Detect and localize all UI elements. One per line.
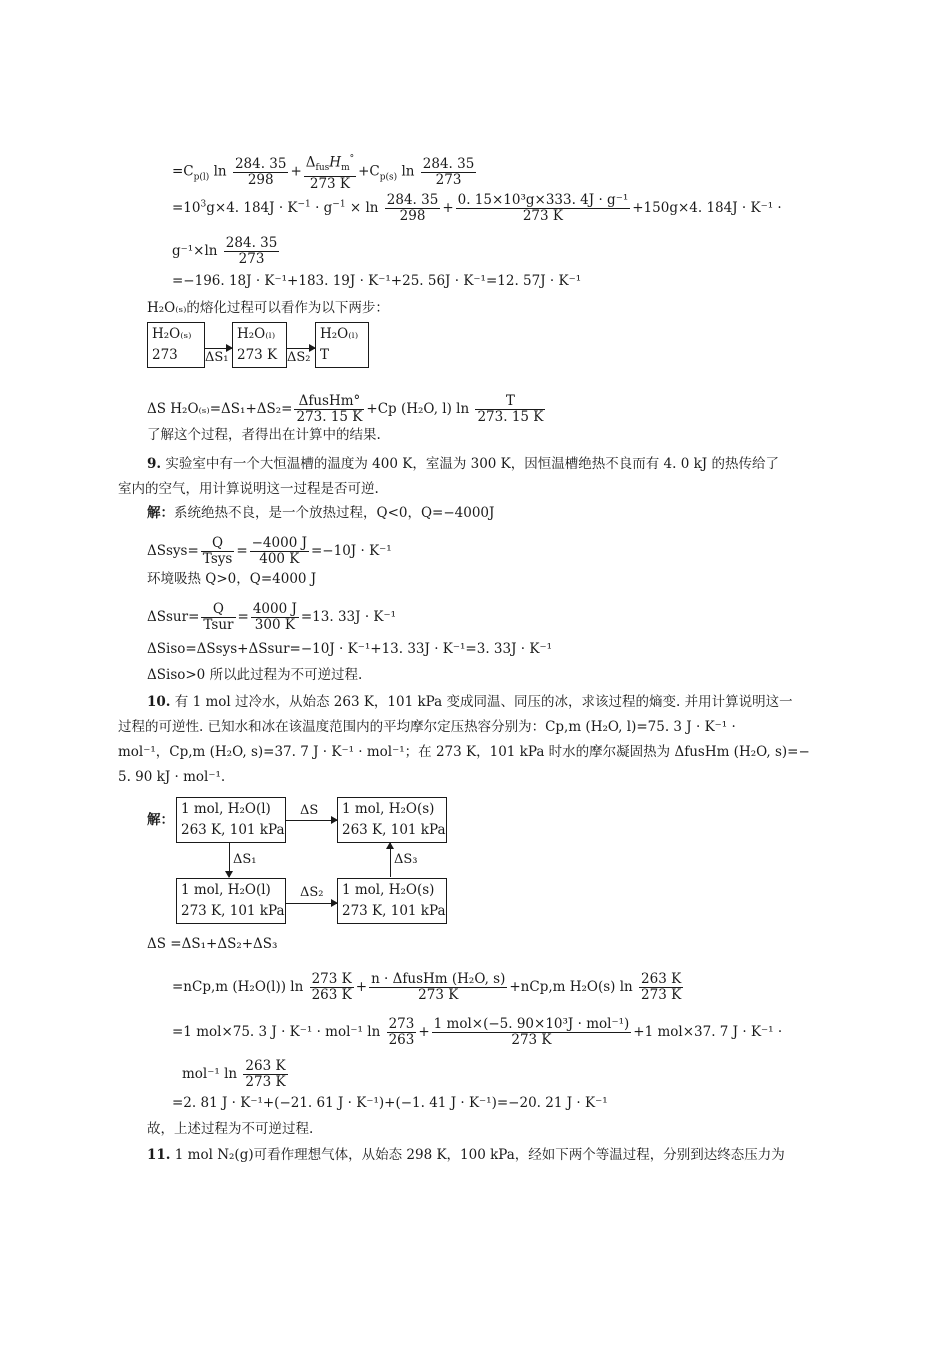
arrow-label: ΔS₂ [287,350,311,365]
fraction-numerator: 284. 35 [422,155,475,172]
fraction [294,394,364,425]
equation-line-1: $=C_{p(l)}$ ln $\frac{284. 35}{298}$ + $\frac{\Delta_{fus}H_m^\circ}{273 K}$ $+C_{p(s)}$ ln $\frac{284. 35}{273}$ [172,154,475,193]
fraction [304,152,356,192]
eq-text: g⁻¹×ln [172,243,222,259]
fraction-numerator: 273 K [311,971,352,987]
eq-text: =10 [172,200,201,216]
eq-text: g×4. 184J · K [206,200,298,216]
eq-text: =1 mol×75. 3 J · K⁻¹ · mol⁻¹ ln [172,1024,385,1040]
eq-sub: p(s) [379,172,398,183]
fraction [250,536,309,567]
fraction-denominator: 400 K [259,551,300,567]
eq-text: ΔSsur= [147,609,200,625]
eq-text: =C [172,163,194,180]
equation-line: ΔSsys= $\frac{Q}{\text{Tsys}}$ = $\frac{-4000 J}{400 K}$ =−10J · K⁻¹ [147,535,392,567]
equation-line: ΔSiso=ΔSsys+ΔSsur=−10J · K⁻¹+13. 33J · K⁻¹=3. 33J · K⁻¹ [147,641,552,657]
fraction-denominator: 273. 15 K [296,409,363,425]
eq-text: +Cp (H₂O, l) ln [366,401,474,417]
question-9 [147,455,779,473]
state-condition: 273 [152,347,178,363]
equation-line: =2. 81 J · K⁻¹+(−21. 61 J · K⁻¹)+(−1. 41 J · K⁻¹)=−20. 21 J · K⁻¹ [172,1095,608,1111]
eq-text: H [329,154,342,171]
arrow [286,820,337,821]
equation-line [182,1059,290,1090]
eq-text: =nCp,m (H₂O(l)) ln [172,979,308,995]
fraction [201,536,235,567]
arrow [287,348,315,349]
arrow [205,348,232,349]
fraction-denominator: 273 K [522,208,563,224]
state-label: H₂O₍ₗ₎ [320,326,359,342]
fraction [251,602,299,633]
state-box [147,322,205,368]
question-10 [147,693,793,711]
fraction-numerator: T [475,394,545,410]
arrow-label: ΔS₁ [205,350,229,365]
fraction [639,972,683,1003]
fraction [421,157,477,188]
question-text: 有 1 mol 过冷水，从始态 263 K，101 kPa 变成同温、同压的冰，求该过程的熵变. 并用计算说明这一 [170,694,793,710]
eq-text: mol⁻¹ ln [182,1066,242,1082]
fraction [387,1017,417,1048]
text-line: ΔSiso>0 所以此过程为不可逆过程. [147,667,363,683]
text-line: 故，上述过程为不可逆过程. [147,1121,314,1137]
equation-line-6 [147,394,547,425]
eq-text: Δ [305,154,316,171]
fraction-denominator: 273 [435,171,462,188]
eq-sub: p(l) [193,172,210,183]
eq-text: +150g×4. 184J · K⁻¹ · [632,200,782,216]
fraction-numerator [304,152,356,177]
equation-line: ΔS =ΔS₁+ΔS₂+ΔS₃ [147,936,278,952]
eq-text: +C [358,163,380,180]
text-line: 了解这个过程，者得出在计算中的结果. [147,427,381,443]
equation-line: =nCp,m (H₂O(l)) ln $\frac{273 K}{263 K}$ + $\frac{\text{n · ΔfusHm (H₂O, s)}}{273 K}$ +nCp,m H₂O(s) ln $\frac{263 K}{273 K}$ [172,971,682,1003]
equation-line-4: =−196. 18J · K⁻¹+183. 19J · K⁻¹+25. 56J · K⁻¹=12. 57J · K⁻¹ [172,273,582,289]
fraction-denominator: 300 K [254,617,295,633]
state-condition: 273 K, 101 kPa [342,903,446,919]
fraction [456,193,631,224]
state-condition: 263 K, 101 kPa [342,822,446,838]
fraction-numerator: Q [201,536,235,552]
question-number: 11. [147,1147,171,1163]
eq-text: ln [209,163,231,180]
text-line: H₂O₍ₛ₎的熔化过程可以看作为以下两步： [147,300,389,316]
eq-text: =13. 33J · K⁻¹ [300,609,397,625]
eq-text: +nCp,m H₂O(s) ln [509,979,638,995]
state-condition: T [320,347,330,363]
eq-sub: m [341,163,350,174]
solution-text: 系统绝热不良，是一个放热过程，Q<0，Q=−4000J [174,505,495,521]
arrow-label: ΔS [300,803,319,818]
question-10-cont: mol⁻¹，Cp,m (H₂O, s)=37. 7 J · K⁻¹ · mol⁻¹；在 273 K，101 kPa 时水的摩尔凝固热为 ΔfusHm (H₂O, s)=− [118,744,810,760]
fraction [475,394,545,425]
fraction-denominator: Tsys [202,551,233,567]
eq-sup: −1 [297,199,311,210]
fraction-numerator: ΔfusHm° [294,394,364,410]
question-9-cont: 室内的空气，用计算说明这一过程是否可逆. [118,481,379,497]
fraction-numerator: n · ΔfusHm (H₂O, s) [371,971,506,987]
state-box-final [337,797,447,843]
arrow-label: ΔS₂ [300,885,324,900]
fraction-numerator: 4000 J [252,601,297,617]
fraction-denominator: 273 K [511,1032,552,1048]
fraction-numerator: 263 K [245,1058,286,1074]
state-box-initial [176,797,286,843]
eq-text: · g [310,200,333,216]
equation-line-2: $=10^3g\times 4$. $184J \cdot K^{-1} \cdot g^{-1} \times \ln$ $\frac{284. 35}{298}$ + $\frac{\text{0. 15×10³g×333. 4J · g⁻¹}}{273 K}$ +150g×4. 184J · K⁻¹ · [172,192,782,224]
state-condition: 273 K, 101 kPa [181,903,285,919]
fraction-denominator: 298 [247,171,274,188]
eq-text: ΔS H₂O₍ₛ₎=ΔS₁+ΔS₂= [147,401,293,417]
equation-line: =1 mol×75. 3 J · K⁻¹ · mol⁻¹ ln $\frac{273}{263}$ + $\frac{\text{1 mol×(−5. 90×10³J · mol⁻¹)}}{273 K}$ +1 mol×37. 7 J · K⁻¹ · [172,1016,783,1048]
state-box [176,878,286,924]
fraction-denominator: 273 K [641,987,682,1003]
eq-sup: ° [349,154,355,164]
eq-text: +1 mol×37. 7 J · K⁻¹ · [633,1024,783,1040]
state-box [315,322,369,368]
question-10-cont: 过程的可逆性. 已知水和冰在该温度范围内的平均摩尔定压热容分别为：Cp,m (H₂O, l)=75. 3 J · K⁻¹ · [118,719,736,735]
fraction [201,602,235,633]
state-label: 1 mol, H₂O(s) [342,882,435,898]
fraction-numerator: Q [201,602,235,618]
fraction-numerator: 263 K [641,971,682,987]
question-11 [147,1146,785,1164]
fraction-denominator: 273 K [245,1074,286,1090]
fraction-denominator: 273 [238,251,265,267]
solution-label: 解： [147,505,174,521]
fraction-denominator: 273. 15 K [477,409,544,425]
arrow [229,843,230,877]
state-condition: 273 K [237,347,278,363]
solution-line [147,504,494,522]
arrow-label: ΔS₃ [394,852,418,867]
question-number: 10. [147,694,171,710]
arrow-label: ΔS₁ [233,852,257,867]
fraction-numerator: 0. 15×10³g×333. 4J · g⁻¹ [457,192,629,208]
eq-sup: 3 [200,199,207,210]
question-text: 1 mol N₂(g)可看作理想气体，从始态 298 K，100 kPa，经如下两个等温过程，分别到达终态压力为 [170,1147,785,1163]
fraction-numerator: 1 mol×(−5. 90×10³J · mol⁻¹) [433,1016,630,1032]
equation-line: ΔSsur= $\frac{Q}{\text{Tsur}}$ = $\frac{4000 J}{300 K}$ =13. 33J · K⁻¹ [147,601,397,633]
fraction [432,1017,632,1048]
question-text: 实验室中有一个大恒温槽的温度为 400 K，室温为 300 K，因恒温槽绝热不良而有 4. 0 kJ 的热传给了 [161,456,779,472]
fraction-denominator: 263 [388,1032,415,1048]
state-label: 1 mol, H₂O(l) [181,801,271,817]
fraction [224,236,280,267]
fraction-numerator: 284. 35 [225,235,278,251]
arrow [390,843,391,877]
fraction-numerator: −4000 J [251,535,307,551]
fraction-numerator: 273 [388,1016,415,1032]
question-number: 9. [147,456,162,472]
fraction [233,157,289,188]
eq-sub: fus [315,163,330,174]
eq-sup: −1 [332,199,346,210]
fraction-denominator: Tsur [203,617,234,633]
eq-text: × ln [345,200,383,216]
state-label: H₂O₍ₗ₎ [237,326,276,342]
fraction [243,1059,287,1090]
state-box [232,322,287,368]
solution-label: 解： [147,812,174,828]
state-label: 1 mol, H₂O(l) [181,882,271,898]
fraction-denominator: 298 [399,208,426,224]
fraction-denominator: 273 K [418,987,459,1003]
state-box [337,878,447,924]
fraction-numerator: 284. 35 [234,155,287,172]
state-label: 1 mol, H₂O(s) [342,801,435,817]
eq-text: ln [397,163,419,180]
fraction-denominator: 273 K [309,176,351,193]
eq-text: =−10J · K⁻¹ [311,543,392,559]
arrow [286,903,337,904]
state-label: H₂O₍ₛ₎ [152,326,192,342]
question-10-cont: 5. 90 kJ · mol⁻¹. [118,769,226,785]
equation-line-3 [172,236,281,267]
fraction [310,972,354,1003]
eq-text: ΔSsys= [147,543,199,559]
fraction-denominator: 263 K [311,987,352,1003]
text-line: 环境吸热 Q>0，Q=4000 J [147,571,317,587]
fraction-numerator: 284. 35 [386,192,439,208]
state-condition: 263 K, 101 kPa [181,822,285,838]
fraction [369,972,507,1003]
fraction [385,193,441,224]
